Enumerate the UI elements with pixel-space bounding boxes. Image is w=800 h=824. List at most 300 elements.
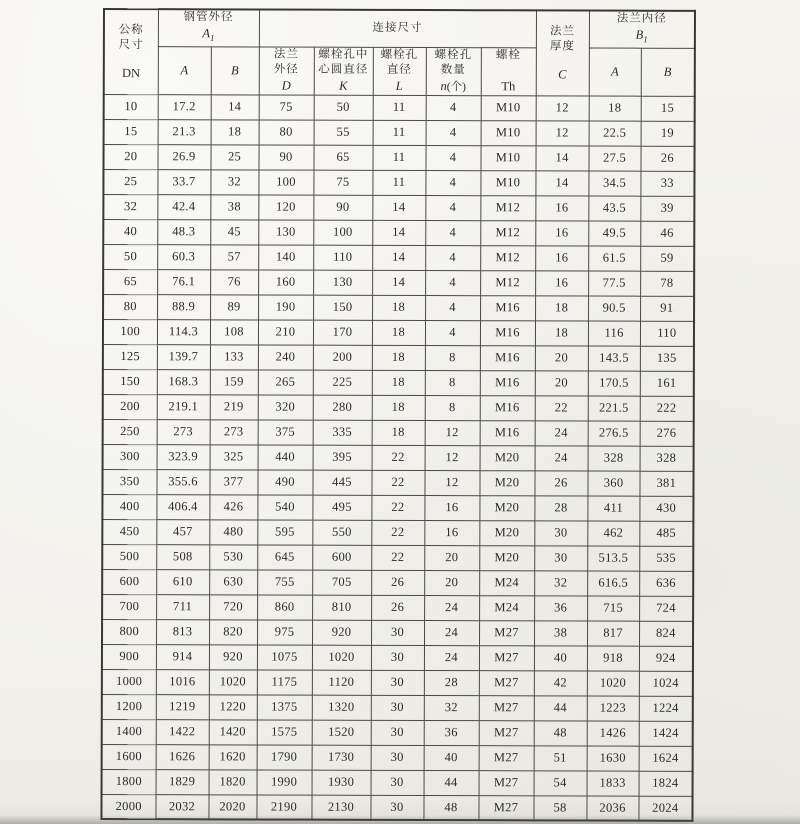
table-cell: 36 [534,595,587,620]
table-cell: 4 [425,170,480,195]
table-cell: 75 [259,94,314,119]
table-cell: 12 [425,420,480,445]
header-flange-id-a: A [589,48,641,96]
table-cell: 30 [371,745,424,770]
table-header [104,9,695,96]
table-cell: 44 [424,770,479,795]
table-cell: M10 [480,145,535,170]
table-cell: 1800 [102,769,156,794]
table-cell: 24 [424,595,479,620]
table-cell: 42.4 [157,194,210,219]
table-cell: 724 [639,596,693,621]
table-row [102,594,693,621]
table-cell: 1820 [209,769,257,794]
table-cell: 705 [312,570,371,595]
table-cell: 975 [257,619,312,644]
table-cell: 170.5 [588,371,640,396]
table-cell: 381 [640,471,694,496]
table-cell: 16 [535,270,588,295]
table-cell: 135 [640,346,694,371]
table-cell: 60.3 [157,244,210,269]
table-cell: 914 [156,644,209,669]
table-cell: 57 [210,244,258,269]
table-cell: 22 [372,445,425,470]
table-cell: 450 [102,519,156,544]
table-cell: 1400 [102,719,156,744]
table-cell: 4 [425,195,480,220]
table-cell: 150 [313,295,372,320]
table-cell: 80 [259,119,314,144]
table-row [102,744,693,771]
table-cell: M20 [479,520,534,545]
table-cell: 1829 [156,769,209,794]
table-cell: 30 [371,720,424,745]
table-cell: 824 [639,621,693,646]
table-cell: 1730 [312,745,371,770]
table-row [102,719,693,746]
table-row [102,519,693,546]
table-cell: 38 [534,620,587,645]
table-cell: 30 [371,770,424,795]
table-cell: 4 [425,320,480,345]
table-cell: 273 [210,419,258,444]
table-cell: 610 [156,569,209,594]
table-cell: 160 [258,269,313,294]
table-cell: 445 [312,470,371,495]
header-flange-id-label: 法兰内径 [616,12,667,25]
table-row [103,144,694,171]
table-cell: 139.7 [157,344,210,369]
table-cell: 508 [156,544,209,569]
table-cell: M16 [480,370,535,395]
table-cell: 920 [312,620,371,645]
table-cell: 49.5 [588,221,640,246]
table-cell: M27 [479,720,534,745]
table-cell: 406.4 [156,494,209,519]
table-cell: 10 [104,94,158,119]
table-cell: M20 [480,445,535,470]
table-cell: 490 [257,469,312,494]
header-flange-thickness-label: 法兰 厚度 [549,25,576,53]
table-cell: 328 [588,446,640,471]
table-cell: 1626 [156,744,209,769]
table-cell: 395 [313,445,372,470]
table-cell: 30 [371,645,424,670]
table-cell: 133 [210,344,258,369]
table-cell: 76 [210,269,258,294]
table-cell: 90 [258,144,313,169]
table-cell: 540 [257,494,312,519]
table-cell: M24 [479,570,534,595]
table-cell: 32 [534,570,587,595]
table-cell: M20 [479,545,534,570]
table-cell: 411 [587,496,639,521]
table-cell: 1620 [209,744,257,769]
table-cell: M27 [479,745,534,770]
table-cell: 820 [209,619,257,644]
table-cell: 54 [534,770,587,795]
table-row [103,169,694,196]
header-flange-od: 法兰 外径 D [259,46,314,94]
table-cell: 700 [102,594,156,619]
table-cell: 200 [313,345,372,370]
table-cell: 377 [209,469,257,494]
table-cell: 1220 [209,694,257,719]
table-cell: 76.1 [157,269,210,294]
table-cell: 143.5 [588,346,640,371]
table-cell: 190 [258,294,313,319]
table-cell: M12 [480,195,535,220]
table-cell: 350 [102,469,156,494]
table-cell: 16 [535,245,588,270]
table-row [102,694,693,721]
header-connection-group [259,9,536,47]
table-cell: 77.5 [588,271,640,296]
table-cell: 1990 [257,769,312,794]
table-cell: 485 [639,521,693,546]
table-cell: 276.5 [588,421,640,446]
table-cell: 210 [258,319,313,344]
table-cell: 75 [313,170,372,195]
table-cell: 273 [157,419,210,444]
table-cell: 17.2 [158,94,211,119]
table-cell: 108 [210,319,258,344]
table-cell: 26 [371,570,424,595]
header-connection-label: 连接尺寸 [372,22,423,35]
table-cell: 16 [535,220,588,245]
table-cell: 22 [371,470,424,495]
table-cell: 426 [209,494,257,519]
table-cell: 18 [211,119,259,144]
table-cell: 800 [102,619,156,644]
table-cell: 20 [535,370,588,395]
table-cell: 30 [534,545,587,570]
table-cell: 26 [535,470,588,495]
table-cell: 55 [314,120,373,145]
table-cell: 65 [313,145,372,170]
table-cell: 1790 [257,744,312,769]
table-cell: M27 [479,620,534,645]
table-cell: 19 [641,121,695,146]
table-cell: 24 [535,445,588,470]
table-cell: 595 [257,519,312,544]
header-flange-thickness-symbol: C [558,67,567,82]
table-cell: 58 [534,795,587,820]
table-cell: 48 [534,720,587,745]
table-cell: 18 [589,96,641,121]
table-cell: 22 [371,545,424,570]
table-cell: 616.5 [587,571,639,596]
table-cell: 480 [209,519,257,544]
table-cell: 1020 [209,669,257,694]
table-cell: 2032 [155,794,208,819]
header-flange-id-symbol: $B_1$ [635,27,648,45]
table-cell: 18 [372,395,425,420]
header-pipe-od-b: B [211,46,259,94]
table-cell: 924 [639,646,693,671]
table-cell: 14 [372,270,425,295]
table-cell: 200 [103,394,157,419]
table-cell: 320 [258,394,313,419]
table-cell: 48.3 [157,219,210,244]
table-cell: 1930 [312,770,371,795]
table-cell: 323.9 [157,444,210,469]
table-cell: 12 [425,445,480,470]
table-cell: 8 [425,395,480,420]
table-cell: 1520 [312,720,371,745]
table-cell: 430 [639,496,693,521]
table-cell: 120 [258,194,313,219]
header-group-row [104,9,695,48]
table-cell: 140 [258,244,313,269]
table-cell: 1624 [639,746,693,771]
table-cell: 918 [587,646,639,671]
table-cell: 1224 [639,696,693,721]
table-cell: 1223 [587,696,639,721]
table-cell: 4 [425,145,480,170]
table-cell: 65 [103,269,157,294]
table-cell: 457 [156,519,209,544]
scan-shadow [0,815,800,824]
table-cell: 26 [371,595,424,620]
table-row [102,569,693,596]
table-cell: 1600 [102,744,156,769]
table-cell: 440 [258,444,313,469]
table-row [103,294,694,321]
table-row [103,194,694,221]
table-cell: 495 [312,495,371,520]
table-cell: 170 [313,320,372,345]
table-cell: 18 [372,420,425,445]
table-cell: 810 [312,595,371,620]
table-cell: 14 [372,245,425,270]
table-cell: 38 [210,194,258,219]
table-row [103,319,694,346]
table-row [103,344,694,371]
table-row [103,244,694,271]
table-cell: 40 [424,745,479,770]
table-cell: 91 [640,296,694,321]
table-cell: 600 [312,545,371,570]
table-cell: 1426 [587,721,639,746]
header-bolt-thread: 螺栓 Th [481,47,536,95]
table-cell: 813 [156,619,209,644]
table-cell: 12 [424,470,479,495]
table-cell: 1575 [257,719,312,744]
table-cell: 600 [102,569,156,594]
table-cell: 1219 [156,694,209,719]
table-row [104,94,695,121]
table-cell: 276 [640,421,694,446]
table-cell: 110 [313,245,372,270]
table-cell: M16 [480,395,535,420]
table-cell: 375 [258,419,313,444]
table-cell: 16 [424,495,479,520]
table-cell: M27 [479,695,534,720]
table-cell: 33 [640,171,694,196]
table-cell: 20 [424,545,479,570]
table-row [103,444,694,471]
table-row [102,544,693,571]
table-cell: 24 [424,620,479,645]
table-cell: 24 [424,645,479,670]
table-cell: 325 [210,444,258,469]
table-cell: 32 [103,194,157,219]
table-cell: 1422 [156,719,209,744]
table-cell: 46 [640,221,694,246]
table-cell: 720 [209,594,257,619]
table-cell: 11 [373,120,426,145]
table-cell: 1016 [156,669,209,694]
table-cell: M27 [479,670,534,695]
table-cell: 90 [313,195,372,220]
table-cell: 1024 [639,671,693,696]
table-cell: M20 [479,495,534,520]
table-cell: 1175 [257,669,312,694]
table-cell: 8 [425,345,480,370]
table-cell: 4 [425,245,480,270]
table-cell: 219 [210,394,258,419]
table-cell: 20 [103,144,157,169]
table-cell: 2020 [208,794,256,819]
table-cell: 12 [536,95,589,120]
table-cell: 51 [534,745,587,770]
table-cell: 221.5 [588,396,640,421]
table-cell: 110 [640,321,694,346]
table-cell: 114.3 [157,319,210,344]
table-cell: 27.5 [589,146,641,171]
table-cell: 50 [314,95,373,120]
table-cell: 32 [424,695,479,720]
table-cell: 18 [535,320,588,345]
table-cell: 50 [103,244,157,269]
table-cell: M27 [478,795,533,820]
table-cell: 1824 [639,771,693,796]
table-cell: 130 [313,270,372,295]
table-cell: 335 [313,420,372,445]
table-cell: M27 [479,645,534,670]
table-cell: 11 [372,145,425,170]
table-cell: 265 [258,369,313,394]
table-cell: M16 [480,420,535,445]
table-cell: 28 [424,670,479,695]
table-row [102,644,693,671]
table-cell: 1200 [102,694,156,719]
table-cell: 28 [534,495,587,520]
table-cell: 12 [536,120,589,145]
table-cell: M10 [481,95,536,120]
table-cell: 24 [535,420,588,445]
table-cell: 18 [535,295,588,320]
table-cell: 44 [534,695,587,720]
table-row [102,469,693,496]
table-cell: 2024 [639,796,693,821]
table-row [103,419,694,446]
table-cell: 250 [103,419,157,444]
table-cell: 48 [423,795,478,820]
table-cell: 26 [641,146,695,171]
table-cell: 11 [373,95,426,120]
table-cell: M10 [481,120,536,145]
table-cell: 711 [156,594,209,619]
table-cell: 100 [103,319,157,344]
table-cell: 755 [257,569,312,594]
table-cell: 355.6 [156,469,209,494]
table-cell: 16 [535,195,588,220]
table-cell: 645 [257,544,312,569]
table-cell: 80 [103,294,157,319]
table-cell: 11 [372,170,425,195]
table-cell: 130 [258,219,313,244]
table-cell: M24 [479,595,534,620]
table-row [103,269,694,296]
table-row [103,219,694,246]
table-cell: 2190 [256,794,311,819]
header-pipe-od-group [158,9,259,46]
table-cell: 636 [639,571,693,596]
table-cell: 4 [425,270,480,295]
table-cell: 1424 [639,721,693,746]
table-row [102,494,693,521]
table-row [102,619,693,646]
header-sub-row [104,46,695,96]
table-cell: 15 [104,119,158,144]
header-bolt-hole-dia: 螺栓孔 直径 L [373,47,426,95]
table-cell: 1075 [257,644,312,669]
table-cell: 1375 [257,694,312,719]
table-cell: 14 [372,220,425,245]
header-bolt-count: 螺栓孔 数量 n(个) [426,47,481,95]
table-cell: 18 [372,295,425,320]
table-cell: 45 [210,219,258,244]
table-cell: 1420 [209,719,257,744]
table-cell: 2130 [311,795,370,820]
table-cell: 14 [535,170,588,195]
table-cell: 550 [312,520,371,545]
table-cell: M27 [479,770,534,795]
table-row [102,769,693,796]
table-cell: 14 [536,145,589,170]
table-cell: 4 [425,220,480,245]
table-row [104,119,695,146]
table-cell: 16 [424,520,479,545]
table-cell: 21.3 [158,119,211,144]
table-cell: 1630 [587,746,639,771]
flange-dimension-table [100,8,696,822]
table-cell: 20 [535,345,588,370]
table-cell: 161 [640,371,694,396]
table-cell: 61.5 [588,246,640,271]
table-cell: 22 [371,495,424,520]
header-flange-thickness [536,10,589,95]
table-cell: 30 [370,795,423,820]
table-cell: 535 [639,546,693,571]
table-cell: 78 [640,271,694,296]
table-cell: M12 [480,220,535,245]
table-cell: 40 [103,219,157,244]
table-cell: 88.9 [157,294,210,319]
table-cell: 462 [587,521,639,546]
table-cell: 25 [103,169,157,194]
table-cell: 630 [209,569,257,594]
table-cell: 125 [103,344,157,369]
table-cell: M12 [480,270,535,295]
table-cell: 817 [587,621,639,646]
table-cell: 1320 [312,695,371,720]
table-cell: 2036 [587,796,639,821]
table-cell: 500 [102,544,156,569]
table-cell: 2000 [101,794,155,819]
